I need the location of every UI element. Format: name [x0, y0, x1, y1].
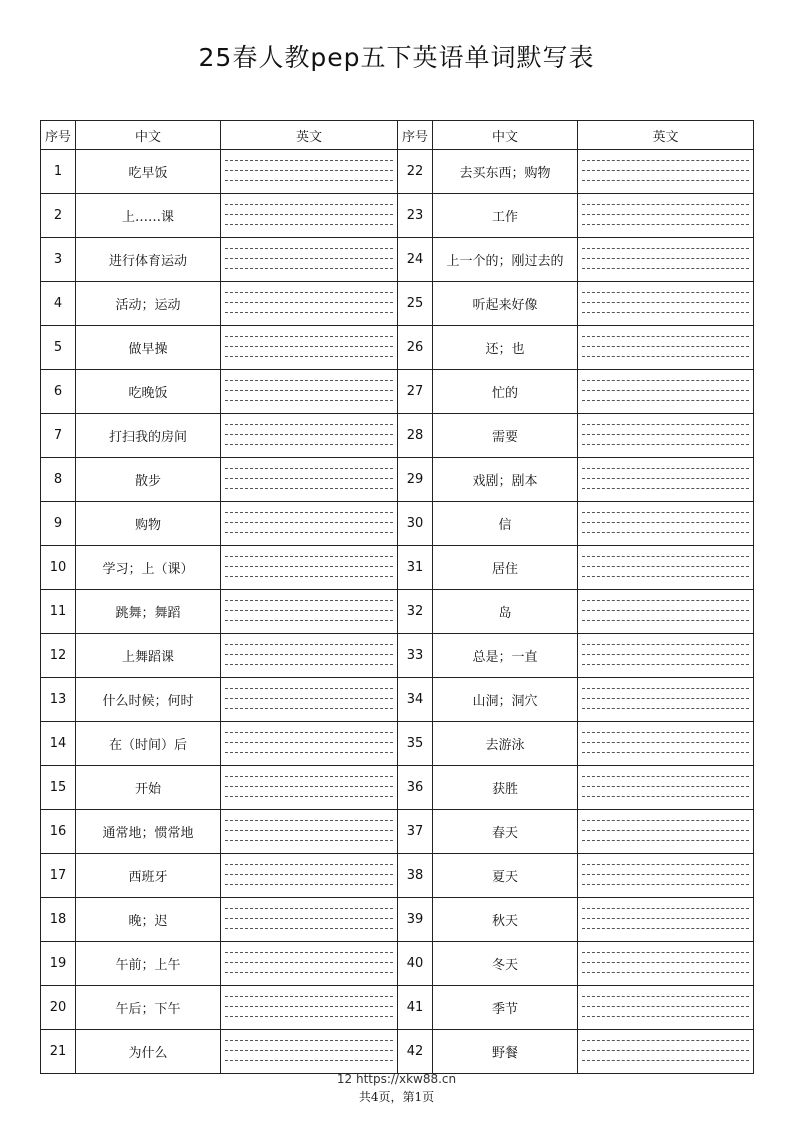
- table-row: [41, 678, 754, 722]
- dashed-writing-line: [225, 1016, 393, 1017]
- english-answer-field[interactable]: [578, 414, 754, 458]
- row-number: 3: [41, 238, 76, 282]
- row-number: 5: [41, 326, 76, 370]
- header-english-left: 英文: [221, 121, 398, 150]
- dashed-writing-line: [582, 918, 749, 919]
- row-number: 27: [398, 370, 433, 414]
- dashed-writing-line: [225, 488, 393, 489]
- chinese-word: 购物: [76, 502, 221, 546]
- row-number: 9: [41, 502, 76, 546]
- dashed-writing-line: [582, 224, 749, 225]
- dashed-writing-line: [225, 336, 393, 337]
- dashed-writing-line: [225, 1006, 393, 1007]
- dashed-writing-line: [225, 204, 393, 205]
- dashed-writing-line: [225, 522, 393, 523]
- row-number: 1: [41, 150, 76, 194]
- english-answer-field[interactable]: [578, 194, 754, 238]
- row-number: 30: [398, 502, 433, 546]
- dashed-writing-line: [225, 434, 393, 435]
- english-answer-field[interactable]: [578, 986, 754, 1030]
- dashed-writing-line: [225, 170, 393, 171]
- dashed-writing-line: [225, 566, 393, 567]
- english-answer-field[interactable]: [578, 590, 754, 634]
- english-answer-field[interactable]: [221, 502, 398, 546]
- row-number: 16: [41, 810, 76, 854]
- dashed-writing-line: [225, 698, 393, 699]
- row-number: 14: [41, 722, 76, 766]
- chinese-word: 什么时候；何时: [76, 678, 221, 722]
- chinese-word: 吃早饭: [76, 150, 221, 194]
- english-answer-field[interactable]: [578, 282, 754, 326]
- chinese-word: 吃晚饭: [76, 370, 221, 414]
- dashed-writing-line: [225, 732, 393, 733]
- table-row: [41, 238, 754, 282]
- dashed-writing-line: [582, 1016, 749, 1017]
- dashed-writing-line: [582, 1040, 749, 1041]
- row-number: 33: [398, 634, 433, 678]
- chinese-word: 信: [433, 502, 578, 546]
- row-number: 38: [398, 854, 433, 898]
- chinese-word: 获胜: [433, 766, 578, 810]
- dashed-writing-line: [225, 664, 393, 665]
- dashed-writing-line: [225, 962, 393, 963]
- dashed-writing-line: [582, 268, 749, 269]
- english-answer-field[interactable]: [221, 370, 398, 414]
- dashed-writing-line: [582, 884, 749, 885]
- table-row: [41, 370, 754, 414]
- dashed-writing-line: [225, 424, 393, 425]
- english-answer-field[interactable]: [578, 150, 754, 194]
- english-answer-field[interactable]: [221, 282, 398, 326]
- chinese-word: 夏天: [433, 854, 578, 898]
- dashed-writing-line: [582, 1050, 749, 1051]
- table-row: [41, 722, 754, 766]
- row-number: 6: [41, 370, 76, 414]
- table-row: [41, 986, 754, 1030]
- dashed-writing-line: [225, 1040, 393, 1041]
- dashed-writing-line: [225, 996, 393, 997]
- row-number: 17: [41, 854, 76, 898]
- dashed-writing-line: [225, 928, 393, 929]
- dashed-writing-line: [582, 600, 749, 601]
- row-number: 12: [41, 634, 76, 678]
- dashed-writing-line: [225, 400, 393, 401]
- chinese-word: 忙的: [433, 370, 578, 414]
- row-number: 23: [398, 194, 433, 238]
- dashed-writing-line: [225, 532, 393, 533]
- dashed-writing-line: [582, 908, 749, 909]
- table-row: [41, 194, 754, 238]
- english-answer-field[interactable]: [578, 370, 754, 414]
- chinese-word: 戏剧；剧本: [433, 458, 578, 502]
- english-answer-field[interactable]: [578, 326, 754, 370]
- english-answer-field[interactable]: [221, 590, 398, 634]
- english-answer-field[interactable]: [578, 678, 754, 722]
- dashed-writing-line: [225, 444, 393, 445]
- dashed-writing-line: [225, 688, 393, 689]
- dashed-writing-line: [582, 390, 749, 391]
- table-row: [41, 414, 754, 458]
- dashed-writing-line: [225, 312, 393, 313]
- chinese-word: 总是；一直: [433, 634, 578, 678]
- dashed-writing-line: [225, 512, 393, 513]
- row-number: 41: [398, 986, 433, 1030]
- chinese-word: 为什么: [76, 1030, 221, 1074]
- chinese-word: 午前；上午: [76, 942, 221, 986]
- chinese-word: 在（时间）后: [76, 722, 221, 766]
- dashed-writing-line: [225, 864, 393, 865]
- english-answer-field[interactable]: [578, 722, 754, 766]
- dashed-writing-line: [225, 610, 393, 611]
- dashed-writing-line: [582, 752, 749, 753]
- table-row: [41, 326, 754, 370]
- english-answer-field[interactable]: [578, 810, 754, 854]
- table-row: [41, 502, 754, 546]
- chinese-word: 春天: [433, 810, 578, 854]
- table-row: [41, 942, 754, 986]
- dashed-writing-line: [582, 356, 749, 357]
- dashed-writing-line: [225, 972, 393, 973]
- dashed-writing-line: [582, 302, 749, 303]
- dashed-writing-line: [582, 840, 749, 841]
- dashed-writing-line: [582, 400, 749, 401]
- chinese-word: 上……课: [76, 194, 221, 238]
- dashed-writing-line: [582, 312, 749, 313]
- dashed-writing-line: [582, 556, 749, 557]
- dashed-writing-line: [582, 610, 749, 611]
- english-answer-field[interactable]: [221, 326, 398, 370]
- dashed-writing-line: [225, 840, 393, 841]
- dashed-writing-line: [582, 434, 749, 435]
- dashed-writing-line: [225, 952, 393, 953]
- dashed-writing-line: [225, 786, 393, 787]
- row-number: 11: [41, 590, 76, 634]
- dashed-writing-line: [225, 742, 393, 743]
- dashed-writing-line: [582, 708, 749, 709]
- dashed-writing-line: [225, 654, 393, 655]
- dashed-writing-line: [582, 928, 749, 929]
- table-row: [41, 634, 754, 678]
- dashed-writing-line: [225, 620, 393, 621]
- english-answer-field[interactable]: [221, 942, 398, 986]
- table-row: [41, 150, 754, 194]
- dashed-writing-line: [225, 248, 393, 249]
- dashed-writing-line: [225, 268, 393, 269]
- table-row: [41, 1030, 754, 1074]
- dashed-writing-line: [582, 654, 749, 655]
- dashed-writing-line: [582, 248, 749, 249]
- dashed-writing-line: [225, 776, 393, 777]
- chinese-word: 去游泳: [433, 722, 578, 766]
- chinese-word: 去买东西；购物: [433, 150, 578, 194]
- row-number: 13: [41, 678, 76, 722]
- dashed-writing-line: [582, 444, 749, 445]
- dashed-writing-line: [225, 160, 393, 161]
- row-number: 28: [398, 414, 433, 458]
- dashed-writing-line: [582, 952, 749, 953]
- header-chinese-right: 中文: [433, 121, 578, 150]
- dashed-writing-line: [582, 380, 749, 381]
- table-row: [41, 854, 754, 898]
- chinese-word: 开始: [76, 766, 221, 810]
- dashed-writing-line: [225, 884, 393, 885]
- row-number: 34: [398, 678, 433, 722]
- english-answer-field[interactable]: [221, 898, 398, 942]
- dashed-writing-line: [582, 864, 749, 865]
- english-answer-field[interactable]: [578, 942, 754, 986]
- dashed-writing-line: [582, 258, 749, 259]
- dashed-writing-line: [582, 644, 749, 645]
- row-number: 24: [398, 238, 433, 282]
- chinese-word: 听起来好像: [433, 282, 578, 326]
- row-number: 10: [41, 546, 76, 590]
- dashed-writing-line: [582, 522, 749, 523]
- chinese-word: 岛: [433, 590, 578, 634]
- footer-url: 12 https://xkw88.cn: [336, 1072, 457, 1086]
- chinese-word: 上舞蹈课: [76, 634, 221, 678]
- table-row: [41, 810, 754, 854]
- dashed-writing-line: [225, 390, 393, 391]
- dashed-writing-line: [225, 600, 393, 601]
- chinese-word: 活动；运动: [76, 282, 221, 326]
- row-number: 32: [398, 590, 433, 634]
- dashed-writing-line: [582, 972, 749, 973]
- dashed-writing-line: [582, 336, 749, 337]
- dashed-writing-line: [582, 786, 749, 787]
- table-row: [41, 546, 754, 590]
- dashed-writing-line: [582, 776, 749, 777]
- dashed-writing-line: [582, 996, 749, 997]
- dashed-writing-line: [225, 556, 393, 557]
- footer-page-number: 共4页，第1页: [358, 1090, 435, 1104]
- dashed-writing-line: [582, 424, 749, 425]
- english-answer-field[interactable]: [578, 898, 754, 942]
- dashed-writing-line: [225, 644, 393, 645]
- row-number: 35: [398, 722, 433, 766]
- dashed-writing-line: [582, 292, 749, 293]
- dashed-writing-line: [582, 346, 749, 347]
- row-number: 31: [398, 546, 433, 590]
- chinese-word: 山洞；洞穴: [433, 678, 578, 722]
- dashed-writing-line: [225, 356, 393, 357]
- dashed-writing-line: [582, 820, 749, 821]
- dashed-writing-line: [582, 512, 749, 513]
- english-answer-field[interactable]: [221, 810, 398, 854]
- dashed-writing-line: [582, 874, 749, 875]
- dashed-writing-line: [225, 576, 393, 577]
- english-answer-field[interactable]: [578, 458, 754, 502]
- row-number: 21: [41, 1030, 76, 1074]
- english-answer-field[interactable]: [578, 634, 754, 678]
- english-answer-field[interactable]: [578, 502, 754, 546]
- english-answer-field[interactable]: [578, 766, 754, 810]
- row-number: 26: [398, 326, 433, 370]
- dashed-writing-line: [225, 796, 393, 797]
- dashed-writing-line: [225, 258, 393, 259]
- row-number: 39: [398, 898, 433, 942]
- header-chinese-left: 中文: [76, 121, 221, 150]
- row-number: 2: [41, 194, 76, 238]
- english-answer-field[interactable]: [221, 678, 398, 722]
- chinese-word: 冬天: [433, 942, 578, 986]
- dashed-writing-line: [225, 820, 393, 821]
- chinese-word: 进行体育运动: [76, 238, 221, 282]
- dashed-writing-line: [225, 830, 393, 831]
- row-number: 7: [41, 414, 76, 458]
- chinese-word: 工作: [433, 194, 578, 238]
- dashed-writing-line: [582, 214, 749, 215]
- chinese-word: 秋天: [433, 898, 578, 942]
- english-answer-field[interactable]: [221, 1030, 398, 1074]
- dashed-writing-line: [582, 468, 749, 469]
- english-answer-field[interactable]: [221, 458, 398, 502]
- row-number: 8: [41, 458, 76, 502]
- dashed-writing-line: [582, 830, 749, 831]
- dashed-writing-line: [582, 180, 749, 181]
- row-number: 20: [41, 986, 76, 1030]
- dashed-writing-line: [582, 962, 749, 963]
- dashed-writing-line: [225, 1060, 393, 1061]
- row-number: 18: [41, 898, 76, 942]
- dashed-writing-line: [582, 566, 749, 567]
- page-title: 25春人教pep五下英语单词默写表: [198, 43, 595, 72]
- english-answer-field[interactable]: [578, 546, 754, 590]
- chinese-word: 居住: [433, 546, 578, 590]
- row-number: 4: [41, 282, 76, 326]
- table-row: [41, 458, 754, 502]
- row-number: 25: [398, 282, 433, 326]
- row-number: 42: [398, 1030, 433, 1074]
- dashed-writing-line: [582, 532, 749, 533]
- english-answer-field[interactable]: [221, 194, 398, 238]
- dashed-writing-line: [225, 908, 393, 909]
- header-num-left: 序号: [41, 121, 76, 150]
- dashed-writing-line: [225, 478, 393, 479]
- chinese-word: 做早操: [76, 326, 221, 370]
- dashed-writing-line: [225, 918, 393, 919]
- row-number: 15: [41, 766, 76, 810]
- dashed-writing-line: [582, 160, 749, 161]
- chinese-word: 跳舞；舞蹈: [76, 590, 221, 634]
- dashed-writing-line: [582, 796, 749, 797]
- dashed-writing-line: [225, 214, 393, 215]
- dashed-writing-line: [225, 752, 393, 753]
- row-number: 36: [398, 766, 433, 810]
- dashed-writing-line: [582, 1060, 749, 1061]
- chinese-word: 学习；上（课）: [76, 546, 221, 590]
- dashed-writing-line: [225, 1050, 393, 1051]
- dashed-writing-line: [225, 180, 393, 181]
- dashed-writing-line: [582, 170, 749, 171]
- dashed-writing-line: [225, 346, 393, 347]
- table-row: [41, 766, 754, 810]
- chinese-word: 散步: [76, 458, 221, 502]
- row-number: 22: [398, 150, 433, 194]
- dashed-writing-line: [582, 576, 749, 577]
- dashed-writing-line: [582, 478, 749, 479]
- dashed-writing-line: [225, 224, 393, 225]
- chinese-word: 通常地；惯常地: [76, 810, 221, 854]
- english-answer-field[interactable]: [221, 766, 398, 810]
- english-answer-field[interactable]: [221, 546, 398, 590]
- english-answer-field[interactable]: [578, 238, 754, 282]
- dashed-writing-line: [225, 708, 393, 709]
- english-answer-field[interactable]: [221, 854, 398, 898]
- dashed-writing-line: [225, 468, 393, 469]
- dashed-writing-line: [582, 620, 749, 621]
- chinese-word: 野餐: [433, 1030, 578, 1074]
- english-answer-field[interactable]: [221, 986, 398, 1030]
- row-number: 19: [41, 942, 76, 986]
- english-answer-field[interactable]: [578, 854, 754, 898]
- dashed-writing-line: [582, 204, 749, 205]
- dashed-writing-line: [582, 698, 749, 699]
- row-number: 29: [398, 458, 433, 502]
- english-answer-field[interactable]: [221, 414, 398, 458]
- english-answer-field[interactable]: [221, 634, 398, 678]
- chinese-word: 晚；迟: [76, 898, 221, 942]
- dashed-writing-line: [225, 292, 393, 293]
- english-answer-field[interactable]: [578, 1030, 754, 1074]
- dashed-writing-line: [225, 874, 393, 875]
- dashed-writing-line: [582, 664, 749, 665]
- header-english-right: 英文: [578, 121, 754, 150]
- english-answer-field[interactable]: [221, 238, 398, 282]
- chinese-word: 季节: [433, 986, 578, 1030]
- chinese-word: 还；也: [433, 326, 578, 370]
- chinese-word: 打扫我的房间: [76, 414, 221, 458]
- chinese-word: 午后；下午: [76, 986, 221, 1030]
- chinese-word: 西班牙: [76, 854, 221, 898]
- table-header-row: [41, 121, 754, 150]
- table-row: [41, 898, 754, 942]
- chinese-word: 上一个的；刚过去的: [433, 238, 578, 282]
- table-row: [41, 282, 754, 326]
- row-number: 40: [398, 942, 433, 986]
- dashed-writing-line: [582, 1006, 749, 1007]
- dashed-writing-line: [582, 732, 749, 733]
- english-answer-field[interactable]: [221, 150, 398, 194]
- dashed-writing-line: [225, 302, 393, 303]
- chinese-word: 需要: [433, 414, 578, 458]
- dashed-writing-line: [582, 688, 749, 689]
- dashed-writing-line: [582, 488, 749, 489]
- vocabulary-table: [40, 120, 754, 1074]
- dashed-writing-line: [582, 742, 749, 743]
- english-answer-field[interactable]: [221, 722, 398, 766]
- row-number: 37: [398, 810, 433, 854]
- table-row: [41, 590, 754, 634]
- dashed-writing-line: [225, 380, 393, 381]
- header-num-right: 序号: [398, 121, 433, 150]
